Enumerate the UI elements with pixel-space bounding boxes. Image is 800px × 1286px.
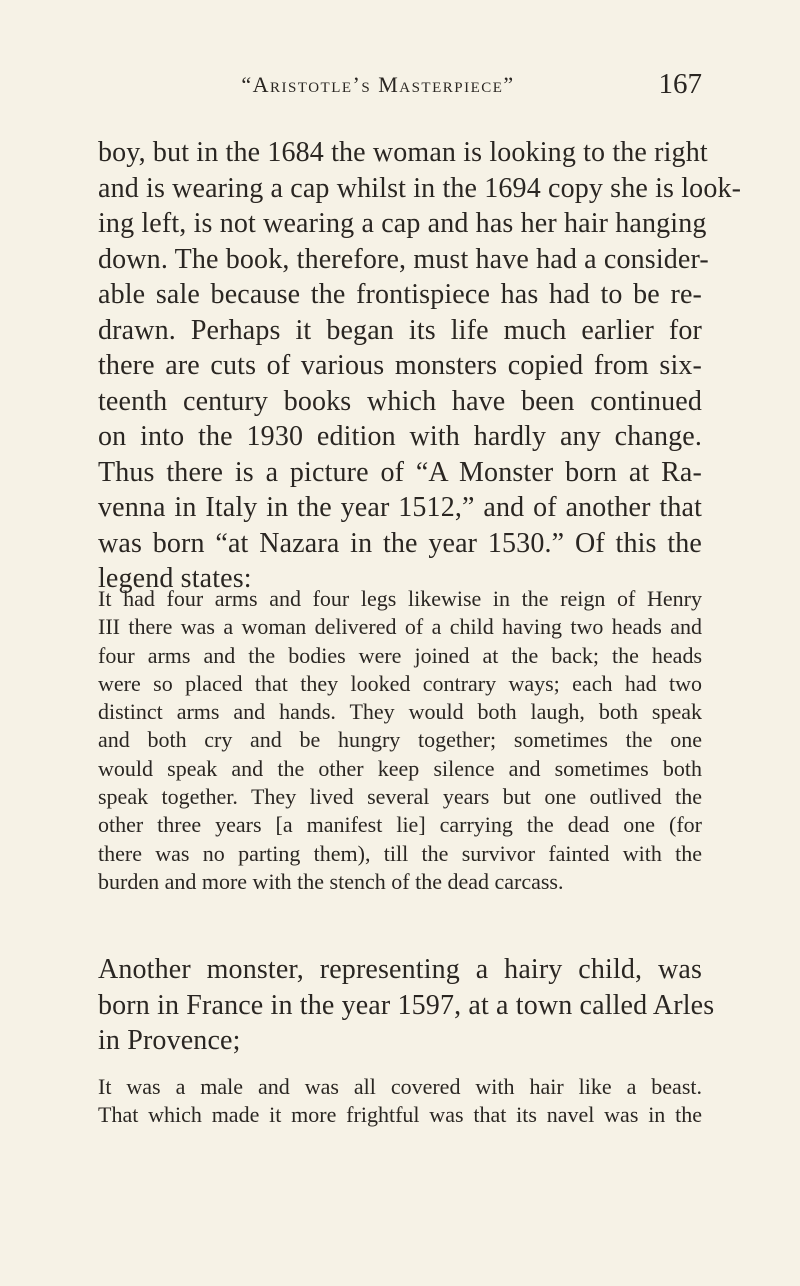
text-line: was born “at Nazara in the year 1530.” Of this the: [98, 527, 702, 559]
block-quote-1: [98, 585, 702, 896]
quote-line: burden and more with the stench of the dead carcass.: [98, 868, 564, 894]
text-line: born in France in the year 1597, at a town called Arles: [98, 989, 715, 1021]
text-line: Thus there is a picture of “A Monster born at Ra-: [98, 456, 702, 488]
text-line: able sale because the frontispiece has had to be re-: [98, 279, 702, 310]
quote-line: speak together. They lived several years but one outlived the: [98, 784, 702, 810]
text-line: ing left, is not wearing a cap and has her hair hanging: [98, 208, 707, 239]
quote-line: would speak and the other keep silence and sometimes both: [98, 755, 702, 781]
quote-line: and both cry and be hungry together; sometimes the one: [98, 727, 702, 753]
text-line: and is wearing a cap whilst in the 1694 copy she is look-: [98, 172, 742, 204]
quote-line: III there was a woman delivered of a child having two heads and: [98, 614, 702, 640]
quote-line: four arms and the bodies were joined at the back; the heads: [98, 642, 702, 668]
quote-line: That which made it more frightful was that its navel was in the: [98, 1102, 702, 1128]
text-line: legend states:: [98, 563, 252, 594]
text-line: there are cuts of various monsters copied from six-: [98, 350, 702, 381]
text-line: teenth century books which have been continued: [98, 385, 702, 417]
body-paragraph-1: [98, 135, 742, 597]
text-line: Another monster, representing a hairy child, was: [98, 954, 702, 985]
quote-line: distinct arms and hands. They would both laugh, both speak: [98, 699, 702, 725]
quote-line: It had four arms and four legs likewise in the reign of Henry: [98, 586, 702, 611]
quote-line: It was a male and was all covered with hair like a beast.: [98, 1074, 702, 1099]
page-number: 167: [658, 68, 702, 100]
text-line: in Provence;: [98, 1025, 241, 1056]
text-line: down. The book, therefore, must have had a consider-: [98, 243, 709, 275]
quote-line: there was no parting them), till the survivor fainted with the: [98, 840, 702, 866]
block-quote-2: [98, 1073, 702, 1130]
running-title: “Aristotle’s Masterpiece”: [241, 72, 515, 97]
text-line: venna in Italy in the year 1512,” and of another that: [98, 492, 702, 523]
text-line: boy, but in the 1684 the woman is looking to the right: [98, 137, 708, 168]
page-header: [98, 66, 702, 108]
body-paragraph-2: [98, 952, 715, 1059]
text-line: on into the 1930 edition with hardly any change.: [98, 421, 702, 452]
quote-line: other three years [a manifest lie] carrying the dead one (for: [98, 812, 702, 838]
quote-line: were so placed that they looked contrary ways; each had two: [98, 670, 702, 696]
text-line: drawn. Perhaps it began its life much earlier for: [98, 314, 702, 346]
